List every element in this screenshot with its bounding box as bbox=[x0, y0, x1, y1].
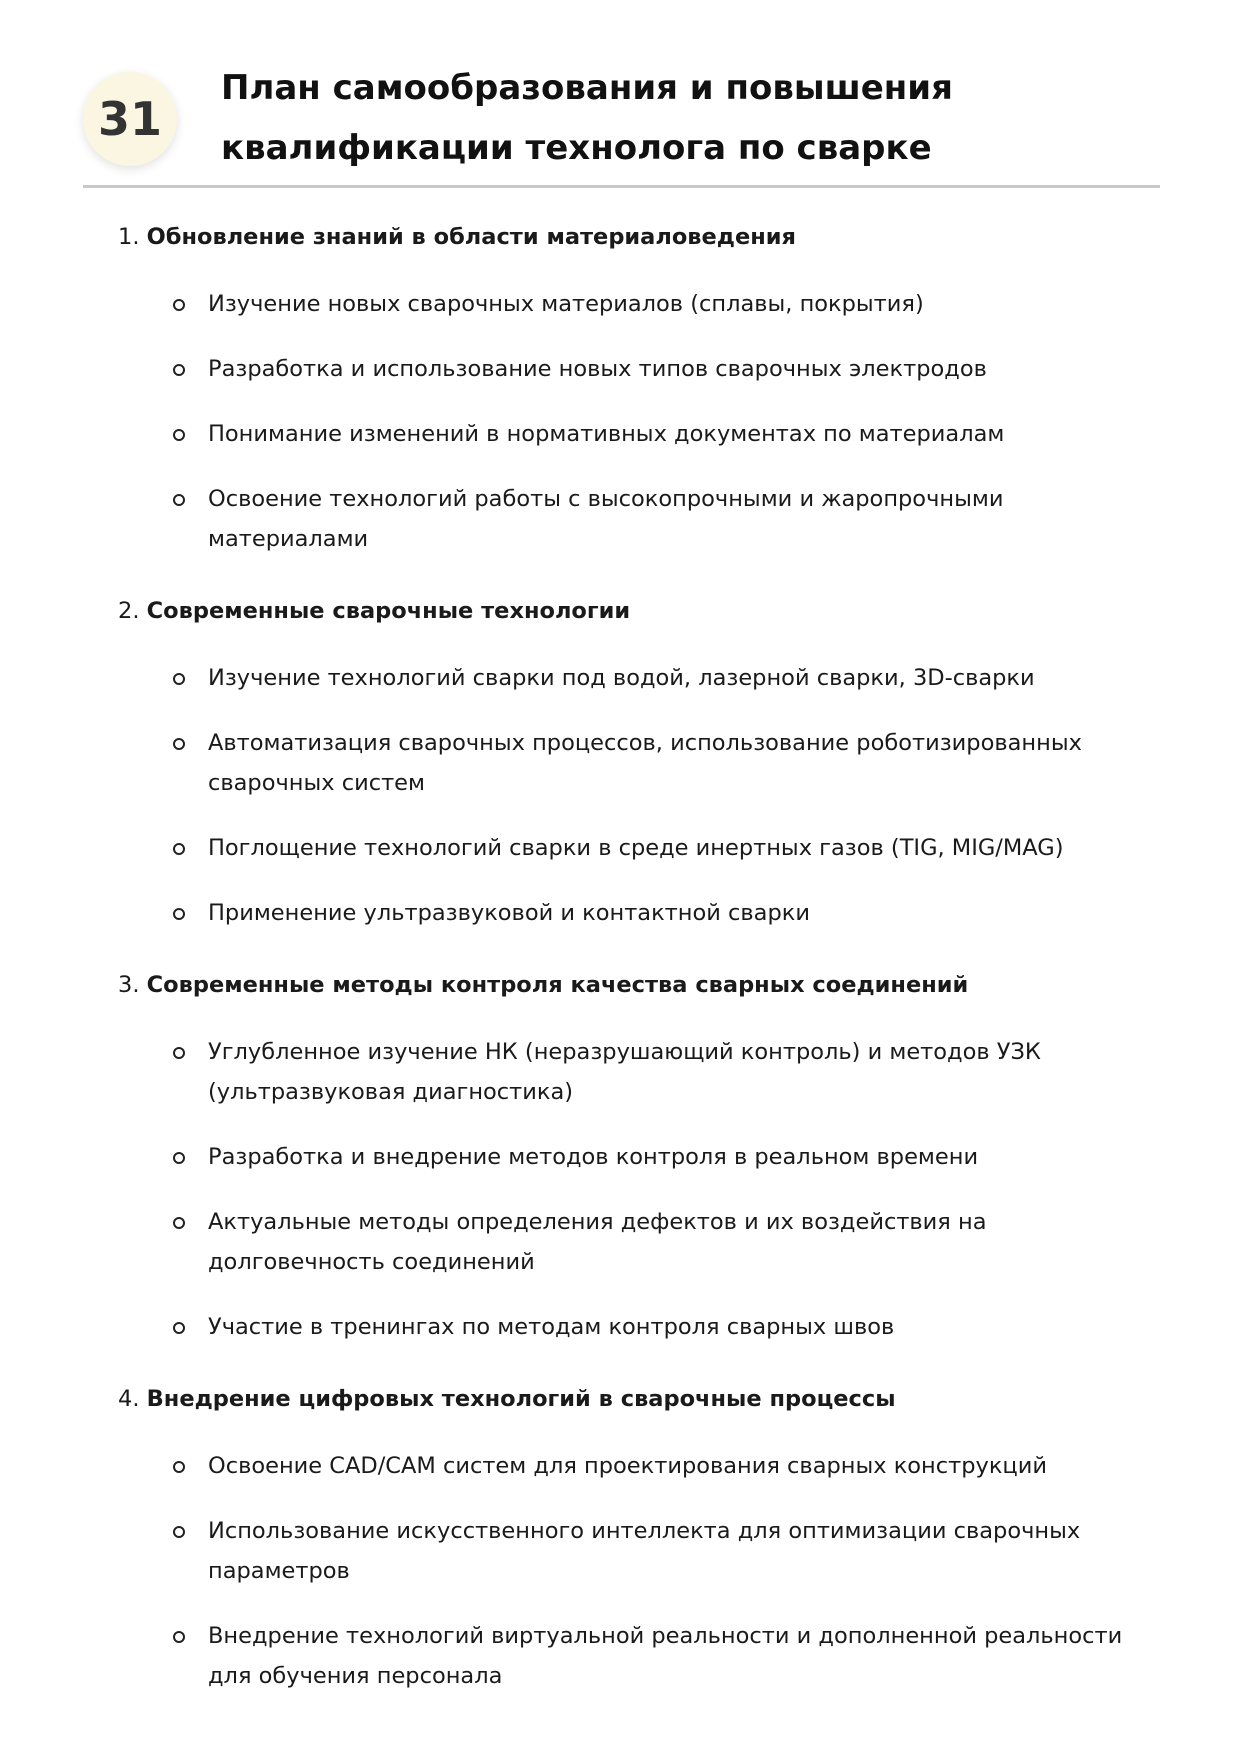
section-heading bbox=[118, 218, 1168, 256]
list-item bbox=[180, 1446, 1168, 1486]
circle-bullet-icon bbox=[173, 673, 185, 685]
section-number: 1. bbox=[118, 224, 140, 250]
list-item-text: Углубленное изучение НК (неразрушающий контроль) и методов УЗК (ультразвуковая диагностика) bbox=[208, 1039, 1041, 1105]
section-title: Современные сварочные технологии bbox=[146, 598, 631, 624]
circle-bullet-icon bbox=[173, 1526, 185, 1538]
list-item bbox=[180, 723, 1168, 803]
section-number: 2. bbox=[118, 598, 140, 624]
section-title: Обновление знаний в области материаловедения bbox=[146, 224, 796, 250]
list-item bbox=[180, 1616, 1168, 1696]
list-item-text: Освоение CAD/CAM систем для проектирования сварных конструкций bbox=[208, 1453, 1047, 1479]
list-item-text: Разработка и использование новых типов сварочных электродов bbox=[208, 356, 987, 382]
circle-bullet-icon bbox=[173, 1631, 185, 1643]
section-heading bbox=[118, 966, 1168, 1004]
section-quality-control bbox=[118, 966, 1168, 1347]
section-items bbox=[118, 1446, 1168, 1696]
circle-bullet-icon bbox=[173, 299, 185, 311]
list-item-text: Автоматизация сварочных процессов, использование роботизированных сварочных систем bbox=[208, 730, 1082, 796]
circle-bullet-icon bbox=[173, 1047, 185, 1059]
list-item bbox=[180, 479, 1168, 559]
circle-bullet-icon bbox=[173, 494, 185, 506]
section-welding-technologies bbox=[118, 592, 1168, 933]
list-item-text: Использование искусственного интеллекта для оптимизации сварочных параметров bbox=[208, 1518, 1081, 1584]
list-item bbox=[180, 349, 1168, 389]
list-item-text: Актуальные методы определения дефектов и их воздействия на долговечность соединений bbox=[208, 1209, 987, 1275]
list-item-text: Внедрение технологий виртуальной реальности и дополненной реальности для обучения персонала bbox=[208, 1623, 1123, 1689]
circle-bullet-icon bbox=[173, 429, 185, 441]
section-items bbox=[118, 284, 1168, 559]
list-item bbox=[180, 1511, 1168, 1591]
circle-bullet-icon bbox=[173, 1461, 185, 1473]
list-item bbox=[180, 1137, 1168, 1177]
circle-bullet-icon bbox=[173, 1322, 185, 1334]
list-item-text: Изучение новых сварочных материалов (сплавы, покрытия) bbox=[208, 291, 924, 317]
list-item bbox=[180, 893, 1168, 933]
section-items bbox=[118, 1032, 1168, 1347]
section-heading bbox=[118, 592, 1168, 630]
section-title: Внедрение цифровых технологий в сварочные процессы bbox=[146, 1386, 896, 1412]
list-item bbox=[180, 1032, 1168, 1112]
plan-list bbox=[118, 218, 1168, 1729]
list-item bbox=[180, 414, 1168, 454]
list-item-text: Понимание изменений в нормативных документах по материалам bbox=[208, 421, 1005, 447]
circle-bullet-icon bbox=[173, 908, 185, 920]
section-number: 3. bbox=[118, 972, 140, 998]
list-item bbox=[180, 1202, 1168, 1282]
circle-bullet-icon bbox=[173, 364, 185, 376]
section-number: 4. bbox=[118, 1386, 140, 1412]
list-item-text: Изучение технологий сварки под водой, лазерной сварки, 3D-сварки bbox=[208, 665, 1035, 691]
list-item-text: Применение ультразвуковой и контактной сварки bbox=[208, 900, 810, 926]
list-item-text: Разработка и внедрение методов контроля в реальном времени bbox=[208, 1144, 979, 1170]
page-title: План самообразования и повышения квалификации технолога по сварке bbox=[221, 68, 953, 168]
section-digital-technologies bbox=[118, 1380, 1168, 1696]
list-item bbox=[180, 1307, 1168, 1347]
section-heading bbox=[118, 1380, 1168, 1418]
circle-bullet-icon bbox=[173, 738, 185, 750]
circle-bullet-icon bbox=[173, 1152, 185, 1164]
list-item bbox=[180, 658, 1168, 698]
list-item-text: Поглощение технологий сварки в среде инертных газов (TIG, MIG/MAG) bbox=[208, 835, 1064, 861]
section-items bbox=[118, 658, 1168, 933]
circle-bullet-icon bbox=[173, 843, 185, 855]
section-materials bbox=[118, 218, 1168, 559]
list-item-text: Освоение технологий работы с высокопрочными и жаропрочными материалами bbox=[208, 486, 1004, 552]
page-header bbox=[83, 58, 1160, 188]
list-item bbox=[180, 828, 1168, 868]
circle-bullet-icon bbox=[173, 1217, 185, 1229]
list-item-text: Участие в тренингах по методам контроля сварных швов bbox=[208, 1314, 895, 1340]
page-number-badge: 31 bbox=[83, 72, 177, 166]
section-title: Современные методы контроля качества сварных соединений bbox=[146, 972, 969, 998]
list-item bbox=[180, 284, 1168, 324]
